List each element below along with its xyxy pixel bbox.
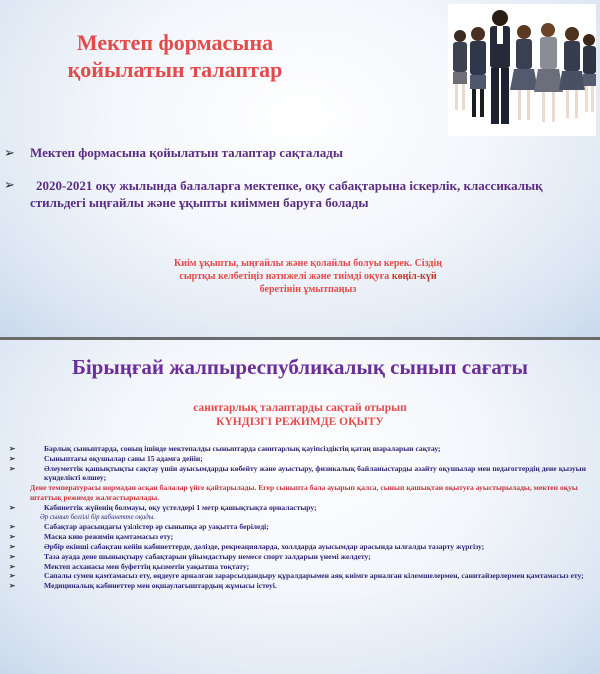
bullet-marker: ➢ — [9, 561, 16, 571]
list-item — [0, 542, 600, 552]
slide1-title — [40, 29, 310, 83]
bullet-marker: ➢ — [9, 532, 16, 542]
slide1-note — [158, 257, 458, 296]
list-item — [0, 522, 600, 532]
list-item-warning — [0, 483, 600, 503]
slide2-subtitle-line2: КҮНДІЗГІ РЕЖИМДЕ ОҚЫТУ — [216, 416, 384, 428]
students-in-school-uniform-photo — [448, 4, 596, 136]
list-item — [0, 552, 600, 562]
list-item-text: Әрбір екінші сабақтан кейін кабинеттерде, дәлізде, рекреацияларда, холлдарда ауысымдар арасында ылғалды тазарту жүргізу; — [44, 541, 485, 551]
note-emphasis: көңіл-күй — [391, 271, 437, 282]
list-item-text: Дене температурасы нормадан асқан балалар үйге қайтарылады. Егер сыныпта бала ауырып қалса, сынып қашықтан оқытуға ауыстырылады, мектеп оқуы штаттық режимде жалғастырылады. — [30, 483, 578, 502]
list-item — [0, 454, 600, 464]
bullet-marker: ➢ — [9, 551, 16, 561]
bullet-marker: ➢ — [9, 453, 16, 463]
list-item-text: Барлық сыныптарда, соның ішінде мектепалды сыныптарда санитарлық қауіпсіздіктің қатаң шараларын сақтау; — [44, 444, 441, 453]
list-item — [0, 562, 600, 572]
slide1-point1: Мектеп формасына қойылатын талаптар сақталады — [30, 145, 343, 160]
slide1-title-line2: қойылатын талаптар — [67, 57, 283, 82]
slide2-subtitle-line1: санитарлық талаптарды сақтай отырып — [193, 402, 407, 414]
list-item — [0, 581, 600, 591]
list-item — [0, 532, 600, 542]
list-item-text: Әр сынып белгілі бір кабинетте оқиды. — [40, 513, 156, 521]
bullet-marker: ➢ — [9, 502, 16, 512]
bullet-marker: ➢ — [9, 581, 16, 591]
note-text: Киім ұқыпты, ыңғайлы және қолайлы болуы керек. Сіздің сыртқы келбетіңіз нәтижелі және тиімді оқуға — [173, 258, 443, 282]
slide1-point2: 2020-2021 оқу жылында балаларға мектепке, оқу сабақтарына іскерлік, классикалық стильдегі ыңғайлы және ұқыпты киіммен баруға болады — [30, 178, 543, 210]
bullet-marker: ➢ — [9, 444, 16, 453]
note-text-end: беретінін ұмытпаңыз — [259, 284, 357, 295]
list-item — [0, 464, 600, 484]
slide-class-hour — [0, 340, 600, 674]
bullet-marker: ➢ — [9, 522, 16, 532]
list-item — [0, 571, 600, 581]
list-item-text: Әлеуметтік қашықтықты сақтау үшін ауысымдарды көбейту және ауыстыру, физикалық байланыстарды азайту оқушылар мен педагогтердің дене қызуын күнделікті өлшеу; — [44, 463, 586, 483]
list-item-note — [0, 513, 600, 523]
list-item-text: Сапалы сумен қамтамасыз ету, өңдеуге арналған зарарсыздандыру құралдарымен аяқ киімге арналған кілемшелермен, санитайзерлермен қамтамасыз ету; — [44, 571, 584, 581]
requirements-list — [0, 444, 600, 591]
list-item-text: Сабақтар арасындағы үзілістер әр сыныпқа әр уақытта беріледі; — [44, 522, 269, 532]
slide2-subtitle — [0, 401, 600, 429]
bullet-marker: ➢ — [9, 541, 16, 551]
bullet-marker: ➢ — [4, 177, 15, 192]
list-item-text: Медициналық кабинеттер мен оқшаулағыштардың жұмысы істеуі. — [44, 581, 277, 591]
list-item — [0, 444, 600, 454]
list-item — [0, 503, 600, 513]
list-item-text: Мектеп асханасы мен буфеттің қызметін уақытша тоқтату; — [44, 561, 250, 571]
slide1-title-line1: Мектеп формасына — [76, 30, 274, 55]
list-item-text: Маска кию режимін қамтамасыз ету; — [44, 532, 174, 542]
slide2-title: Бірыңғай жалпыреспубликалық сынып сағаты — [71, 355, 529, 379]
list-item-text: Сыныптағы оқушылар саны 15 адамға дейін; — [44, 453, 203, 463]
bullet-marker: ➢ — [4, 145, 15, 160]
bullet-marker: ➢ — [9, 571, 16, 581]
bullet-marker: ➢ — [9, 463, 16, 473]
list-item-text: Таза ауада дене шынықтыру сабақтарын ұйымдастыру немесе спорт залдарын үнемі желдету; — [44, 551, 371, 561]
list-item-text: Кабинеттік жүйенің болмауы, оқу үстелдері 1 метр қашықтықта орналастыру; — [44, 502, 317, 512]
